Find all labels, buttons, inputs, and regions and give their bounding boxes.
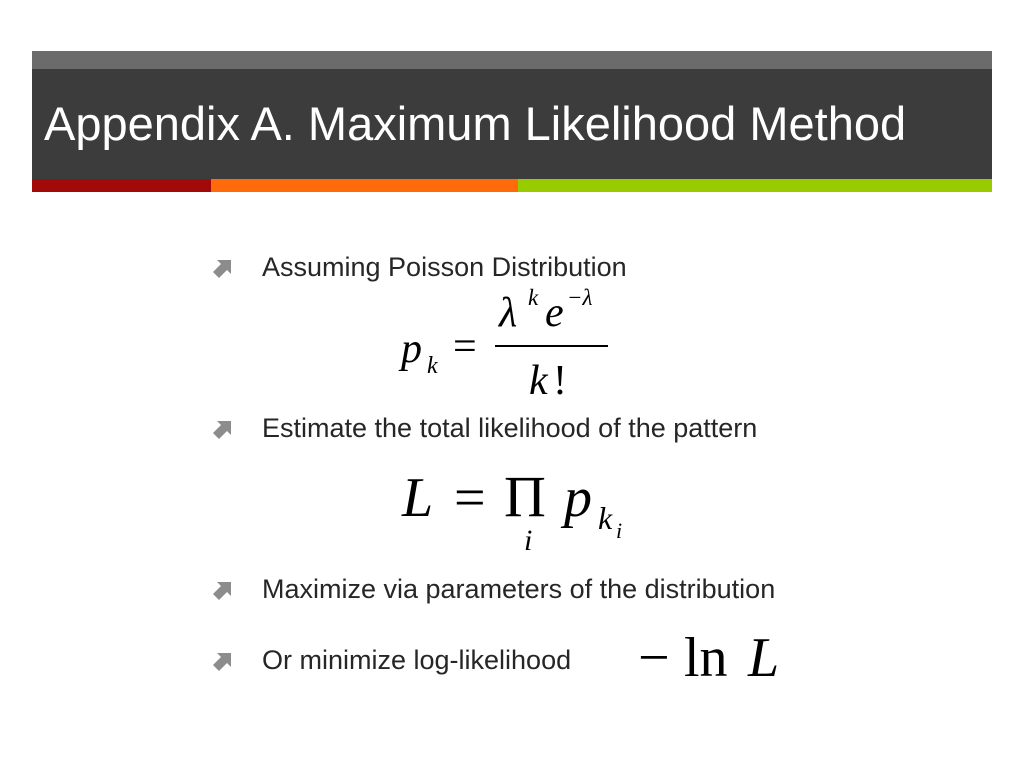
eq-lhs-sub: k bbox=[427, 353, 438, 379]
diagonal-arrow-icon bbox=[213, 258, 233, 278]
eq-ln: ln bbox=[684, 627, 728, 689]
diagonal-arrow-icon bbox=[213, 580, 233, 600]
likelihood-equation bbox=[400, 458, 640, 558]
eq-den-bang: ! bbox=[553, 358, 567, 404]
bullet-text: Assuming Poisson Distribution bbox=[262, 252, 627, 282]
poisson-equation bbox=[395, 282, 625, 402]
eq-lhs-base: p bbox=[401, 326, 422, 372]
eq-num-e: e bbox=[545, 290, 564, 336]
bullet-text: Estimate the total likelihood of the pattern bbox=[262, 413, 758, 443]
accent-stripe-red bbox=[32, 179, 211, 192]
eq-L: L bbox=[748, 627, 780, 689]
eq-p-sub: k bbox=[598, 500, 613, 536]
eq-den-k: k bbox=[529, 358, 548, 404]
slide-title: Appendix A. Maximum Likelihood Method bbox=[44, 97, 907, 150]
title-band-top bbox=[32, 51, 992, 69]
eq-product-sub: i bbox=[524, 524, 533, 557]
bullet-text: Or minimize log-likelihood bbox=[262, 645, 572, 675]
accent-stripe-orange bbox=[211, 179, 518, 192]
log-likelihood-expression bbox=[636, 624, 806, 694]
eq-num-sup: k bbox=[528, 285, 539, 310]
fraction-line bbox=[495, 345, 608, 347]
eq-equals: = bbox=[453, 324, 477, 370]
eq-p-subsub: i bbox=[616, 518, 623, 543]
diagonal-arrow-icon bbox=[213, 651, 233, 671]
accent-stripe-green bbox=[518, 179, 992, 192]
bullet-text: Maximize via parameters of the distribution bbox=[262, 574, 776, 604]
eq-minus: − bbox=[638, 627, 670, 689]
eq-p: p bbox=[564, 467, 592, 529]
eq-num-lambda: λ bbox=[499, 290, 518, 336]
eq-L: L bbox=[402, 467, 434, 529]
eq-equals: = bbox=[454, 467, 486, 529]
eq-num-exp: −λ bbox=[567, 285, 593, 310]
eq-product-operator: Π bbox=[504, 464, 546, 529]
diagonal-arrow-icon bbox=[213, 419, 233, 439]
